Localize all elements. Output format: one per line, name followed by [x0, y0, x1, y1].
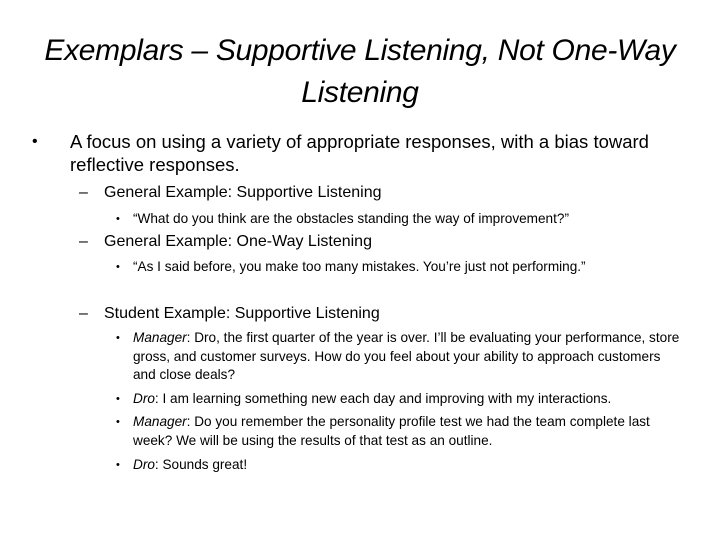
dialogue-line	[133, 390, 683, 409]
general-supportive-heading: – General Example: Supportive Listening	[104, 183, 664, 203]
speaker-name: Dro	[133, 391, 155, 406]
dialogue-text: : Dro, the first quarter of the year is over. I’ll be evaluating your performance, store gross, and customer surveys. How do you feel about your ability to approach customers and close deals?	[133, 330, 680, 382]
speaker-name: Manager	[133, 414, 187, 429]
dialogue-text: : Sounds great!	[154, 457, 248, 472]
general-oneway-quote: • “As I said before, you make too many mistakes. You’re just not performing.”	[133, 258, 683, 277]
main-bullet: • A focus on using a variety of appropriate responses, with a bias toward reflective responses.	[70, 130, 690, 176]
dialogue-line	[133, 413, 683, 450]
dialogue-text: : Do you remember the personality profile test we had the team complete last week? We will be using the results of that test as an outline.	[133, 414, 650, 448]
dialogue-line	[133, 456, 683, 475]
general-supportive-quote: • “What do you think are the obstacles standing the way of improvement?”	[133, 210, 683, 229]
dialogue-text: : I am learning something new each day and improving with my interactions.	[154, 391, 612, 406]
general-oneway-heading: – General Example: One-Way Listening	[104, 232, 664, 252]
speaker-name: Dro	[133, 457, 155, 472]
dialogue-line	[133, 329, 683, 385]
student-supportive-heading: – Student Example: Supportive Listening	[104, 304, 664, 324]
slide-title: Exemplars – Supportive Listening, Not One-Way Listening	[44, 34, 676, 109]
speaker-name: Manager	[133, 330, 187, 345]
